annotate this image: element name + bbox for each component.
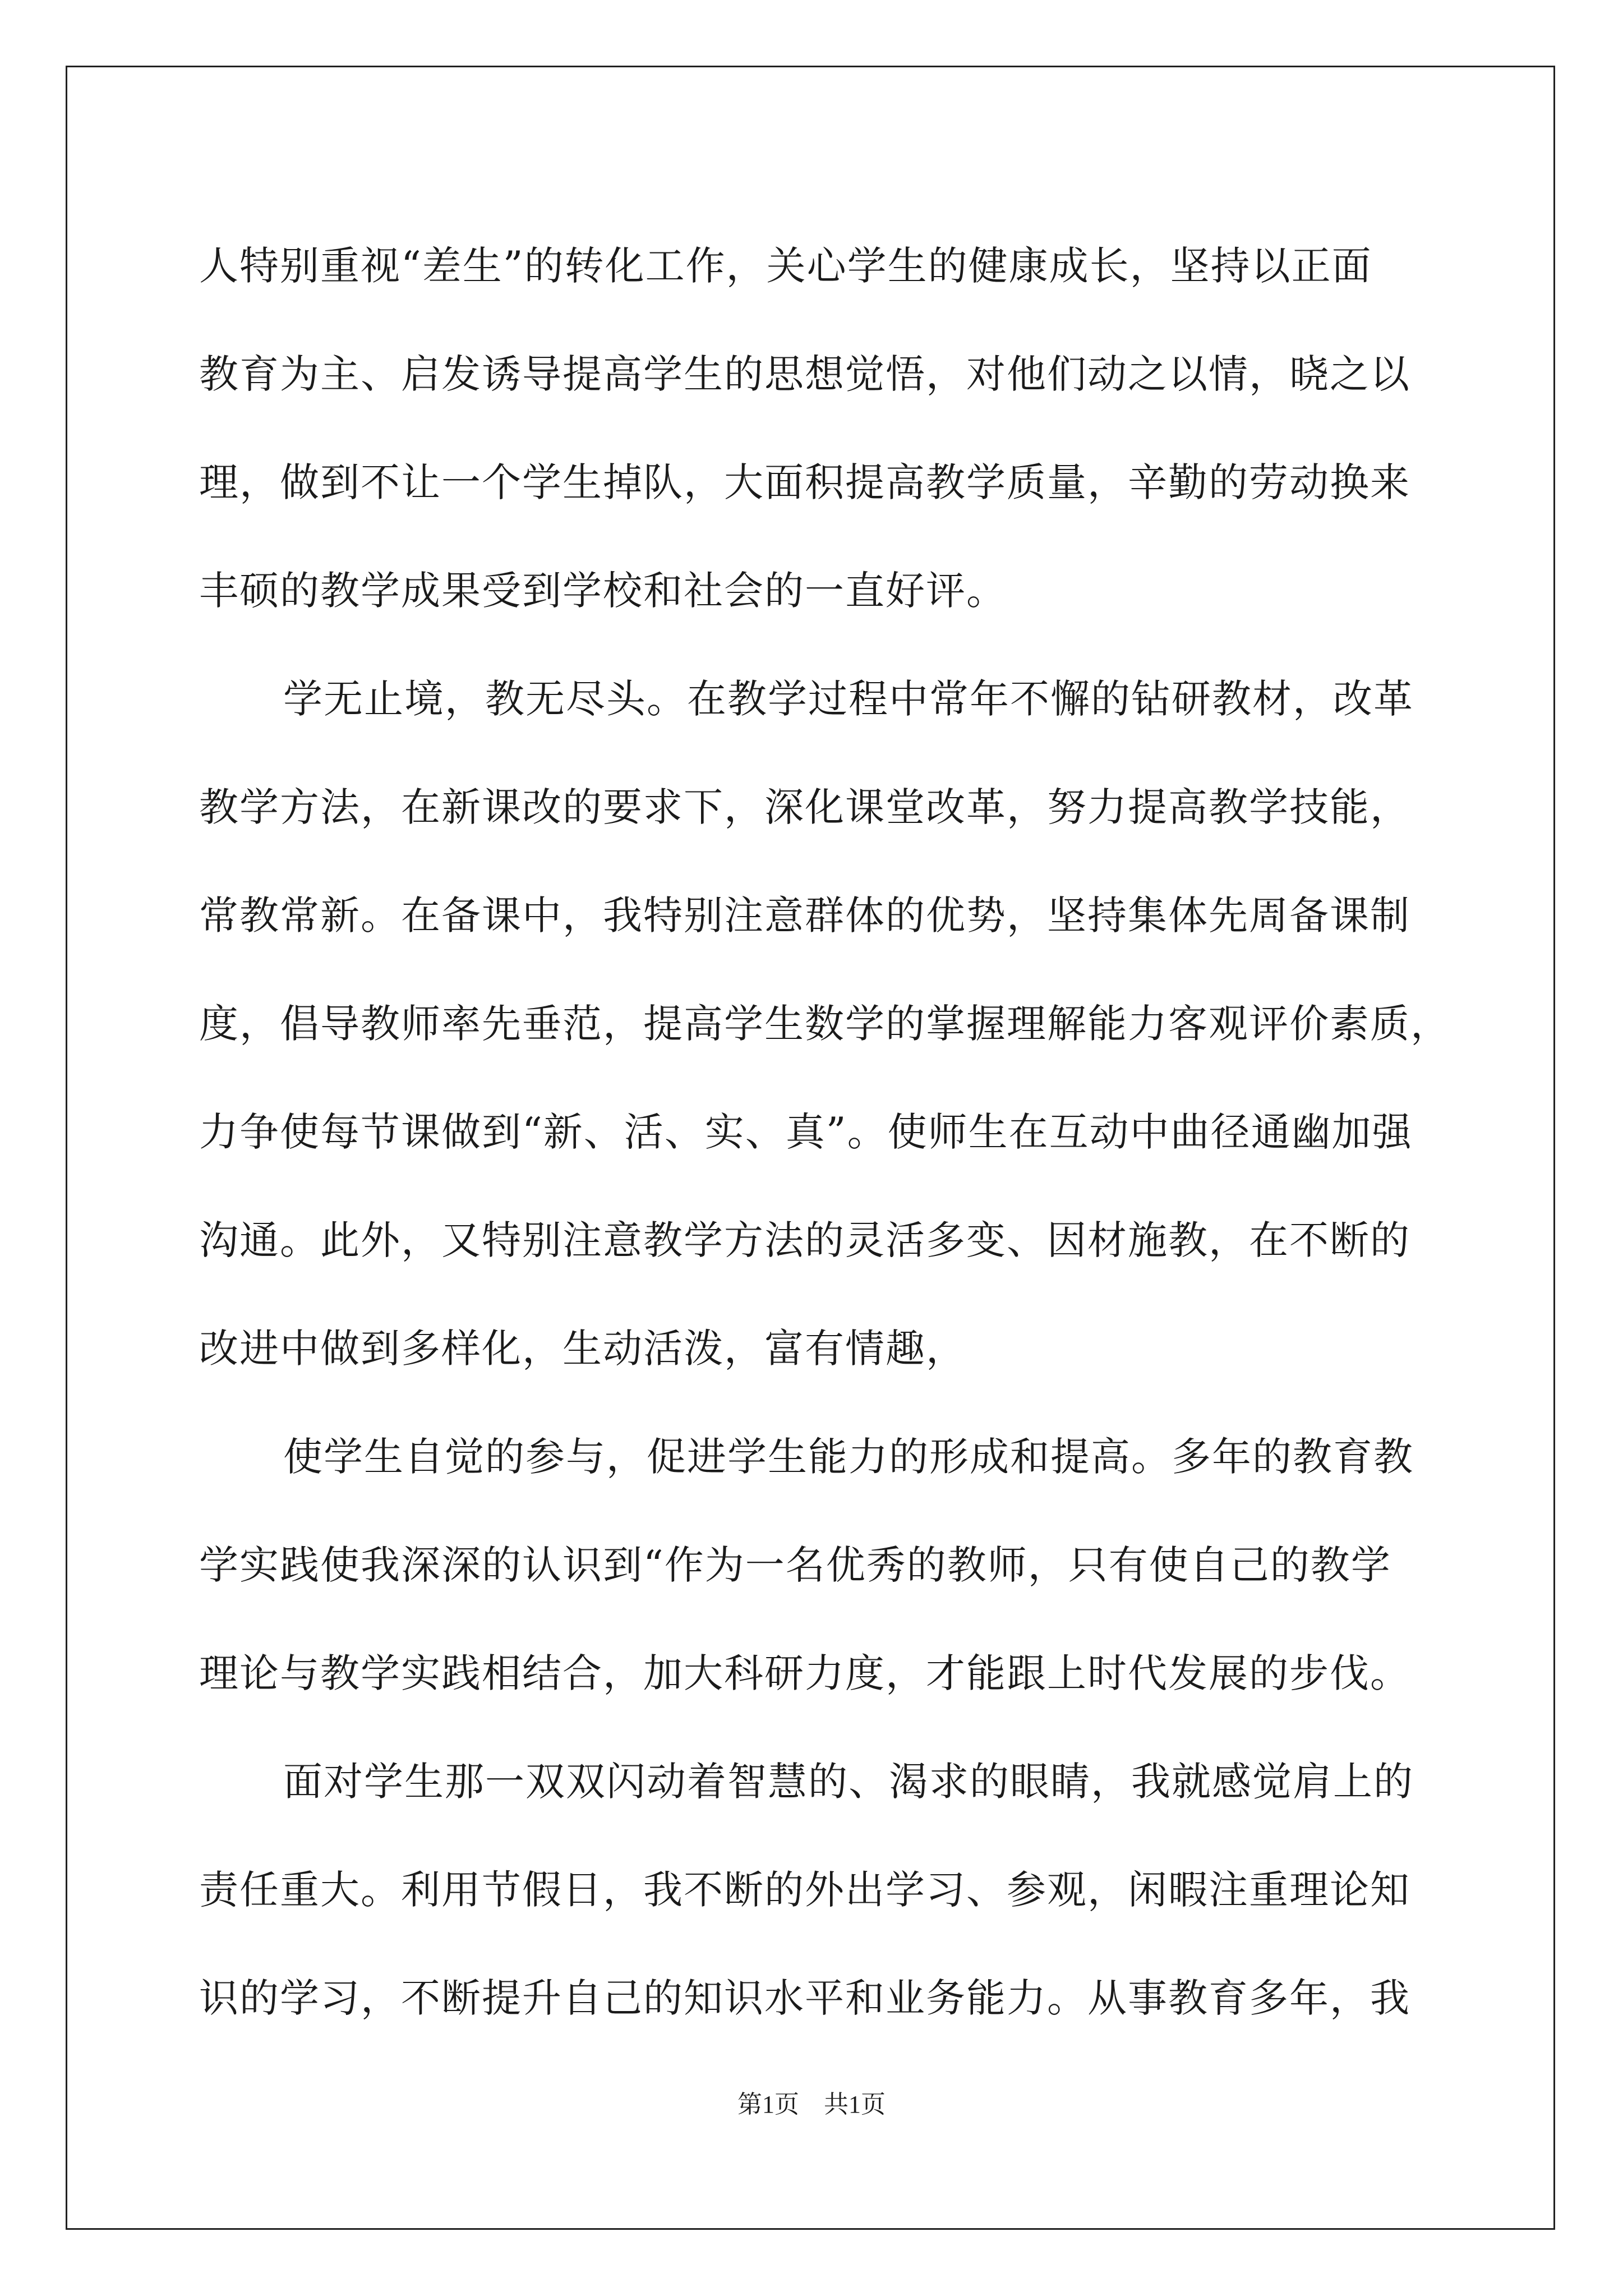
document-body <box>199 212 1451 2053</box>
text-line: 学实践使我深深的认识到“作为一名优秀的教师，只有使自己的教学 <box>199 1542 1391 1588</box>
text-line: 识的学习，不断提升自己的知识水平和业务能力。从事教育多年，我 <box>199 1975 1410 2021</box>
text-line: 责任重大。利用节假日，我不断的外出学习、参观，闲暇注重理论知 <box>199 1867 1410 1913</box>
text-line: 教育为主、启发诱导提高学生的思想觉悟，对他们动之以情，晓之以 <box>199 351 1410 397</box>
text-line: 人特别重视“差生”的转化工作，关心学生的健康成长，坚持以正面 <box>199 243 1372 289</box>
text-line: 面对学生那一双双闪动着智慧的、渴求的眼睛，我就感觉肩上的 <box>283 1759 1414 1805</box>
text-line: 教学方法，在新课改的要求下，深化课堂改革，努力提高教学技能， <box>199 784 1410 830</box>
text-line: 学无止境，教无尽头。在教学过程中常年不懈的钻研教材，改革 <box>283 676 1414 722</box>
text-line: 使学生自觉的参与，促进学生能力的形成和提高。多年的教育教 <box>283 1434 1414 1480</box>
text-line: 度，倡导教师率先垂范，提高学生数学的掌握理解能力客观评价素质， <box>199 1001 1451 1047</box>
text-line: 常教常新。在备课中，我特别注意群体的优势，坚持集体先周备课制 <box>199 892 1410 938</box>
text-line: 力争使每节课做到“新、活、实、真”。使师生在互动中曲径通幽加强 <box>199 1109 1413 1155</box>
text-line: 沟通。此外，又特别注意教学方法的灵活多变、因材施教，在不断的 <box>199 1217 1410 1263</box>
text-line: 理，做到不让一个学生掉队，大面积提高教学质量，辛勤的劳动换来 <box>199 459 1410 505</box>
text-line: 改进中做到多样化，生动活泼，富有情趣， <box>199 1326 966 1372</box>
text-line: 丰硕的教学成果受到学校和社会的一直好评。 <box>199 568 1007 614</box>
text-line: 理论与教学实践相结合，加大科研力度，才能跟上时代发展的步伐。 <box>199 1650 1410 1696</box>
page-number-footer: 第1页 共1页 <box>737 2091 886 2118</box>
